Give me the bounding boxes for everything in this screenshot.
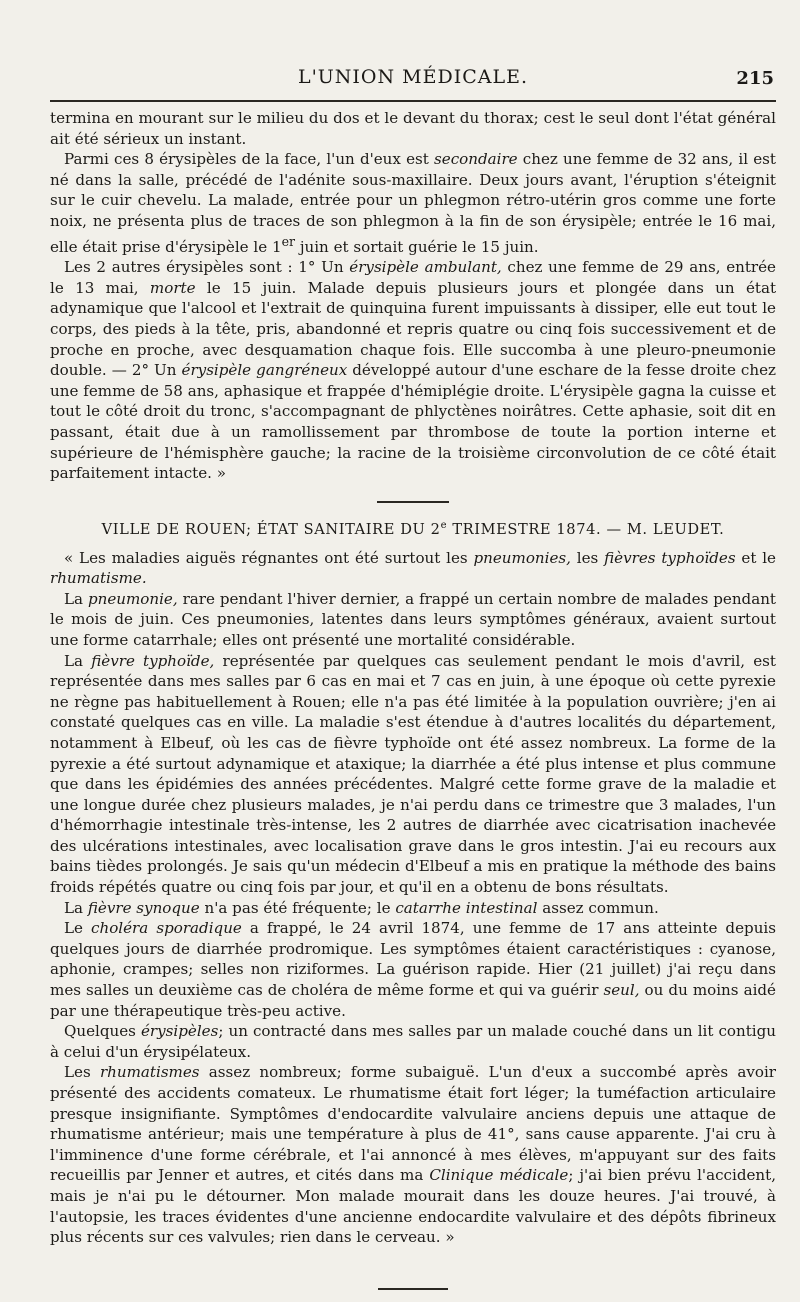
paragraph-maladies-aigues: « Les maladies aiguës régnantes ont été surtout les pneumonies, les fièvres typhoïdes et le rhumatisme.	[50, 548, 776, 588]
section-heading: VILLE DE ROUEN; ÉTAT SANITAIRE DU 2e TRIMESTRE 1874. — M. LEUDET.	[101, 519, 725, 538]
journal-title: L'UNION MÉDICALE.	[297, 66, 529, 88]
end-divider	[378, 1288, 448, 1290]
paragraph-rhumatismes: Les rhumatismes assez nombreux; forme subaiguë. L'un d'eux a succombé après avoir présenté des accidents comateux. Le rhumatisme était fort léger; la tuméfaction articulaire presque insignifiante. Symptômes d'endocardite valvulaire anciens depuis une attaque de rhumatisme antérieur; mais une température à plus de 41°, sans cause apparente. J'ai cru à l'imminence d'une forme cérébrale, et l'ai annoncé à mes élèves, m'appuyant sur des faits recueillis par Jenner et autres, et cités dans ma Clinique médicale; j'ai bien prévu l'accident, mais je n'ai pu le détourner. Mon malade mourait dans les douze heures. J'ai trouvé, à l'autopsie, les traces évidentes d'une ancienne endocardite valvulaire et des dépôts fibrineux plus récents sur ces valvules; rien dans le cerveau. »	[50, 1063, 776, 1247]
paragraph-autres-erysipeles: Les 2 autres érysipèles sont : 1° Un érysipèle ambulant, chez une femme de 29 ans, entrée le 13 mai, morte le 15 juin. Malade depuis plusieurs jours et plongée dans un état adynamique que l'alcool et l'extrait de quinquina furent impuissants à dissiper, elle eut tout le corps, des pieds à la tête, pris, abandonné et repris quatre ou cinq fois successivement et de proche en proche, avec desquamation chaque fois. Elle succomba à une pleuro-pneumonie double. — 2° Un érysipèle gangréneux développé autour d'une eschare de la fesse droite chez une femme de 58 ans, aphasique et frappée d'hémiplégie droite. L'érysipèle gagna la cuisse et tout le côté droit du tronc, s'accompagnant de phlyctènes noirâtres. Cette aphasie, soit dit en passant, était due à un ramollissement par thrombose de toute la portion interne et supérieure de l'hémisphère gauche; la racine de la troisième circonvolution de ce côté était parfaitement intacte. »	[50, 258, 777, 483]
paragraph-erysipeles: Quelques érysipèles; un contracté dans mes salles par un malade couché dans un lit contigu à celui d'un érysipélateux.	[50, 1022, 777, 1061]
page-number: 215	[736, 68, 774, 89]
header-rule	[50, 100, 776, 102]
paragraph-pneumonie: La pneumonie, rare pendant l'hiver dernier, a frappé un certain nombre de malades pendant le mois de juin. Ces pneumonies, latentes dans leurs symptômes généraux, avaient surtout une forme catarrhale; elles ont présenté une mortalité considérable.	[50, 589, 776, 649]
paragraph-fievre-typhoide: La fièvre typhoïde, représentée par quelques cas seulement pendant le mois d'avril, est représentée dans mes salles par 6 cas en mai et 7 cas en juin, à une époque où cette pyrexie ne règne pas habituellement à Rouen; elle n'a pas été limitée à la population ouvrière; j'en ai constaté quelques cas en ville. La maladie s'est étendue à d'autres localités du département, notamment à Elbeuf, où les cas de fièvre typhoïde ont été assez nombreux. La forme de la pyrexie a été surtout adynamique et ataxique; la diarrhée a été plus intense et plus commune que dans les épidémies des années précédentes. Malgré cette forme grave de la maladie et une longue durée chez plusieurs malades, je n'ai perdu dans ce trimestre que 3 malades, l'un d'hémorrhagie intestinale très-intense, les 2 autres de diarrhée avec cicatrisation inachevée des ulcérations intestinales, avec localisation grave dans le gros intestin. J'ai eu recours aux bains tièdes prolongés. Je sais qu'un médecin d'Elbeuf a mis en pratique la méthode des bains froids répétés quatre ou cinq fois par jour, et qu'il en a obtenu de bons résultats.	[50, 651, 776, 897]
paragraph-cholera: Le choléra sporadique a frappé, le 24 avril 1874, une femme de 17 ans atteinte depuis quelques jours de diarrhée prodromique. Les symptômes étaient caractéristiques : cyanose, aphonie, crampes; selles non riziformes. La guérison rapide. Hier (21 juillet) j'ai reçu dans mes salles un deuxième cas de choléra de même forme et qui va guérir seul, ou du moins aidé par une thérapeutique très-peu active.	[50, 919, 776, 1020]
article-body	[50, 108, 776, 1290]
section-divider	[377, 501, 449, 503]
paragraph-erysipeles-face: Parmi ces 8 érysipèles de la face, l'un d'eux est secondaire chez une femme de 32 ans, il est né dans la salle, précédé de l'adénite sous-maxillaire. Deux jours avant, l'éruption s'éteignit sur le cuir chevelu. La malade, entrée pour un phlegmon rétro-utérin gros comme une forte noix, ne présenta plus de traces de son phlegmon à la fin de son érysipèle; entrée le 16 mai, elle était prise d'érysipèle le 1er juin et sortait guérie le 15 juin.	[50, 150, 776, 256]
running-header	[50, 66, 776, 94]
paragraph-continuation: termina en mourant sur le milieu du dos et le devant du thorax; cest le seul dont l'état général ait été sérieux un instant.	[50, 109, 776, 148]
paragraph-fievre-synoque: La fièvre synoque n'a pas été fréquente; le catarrhe intestinal assez commun.	[64, 898, 659, 917]
